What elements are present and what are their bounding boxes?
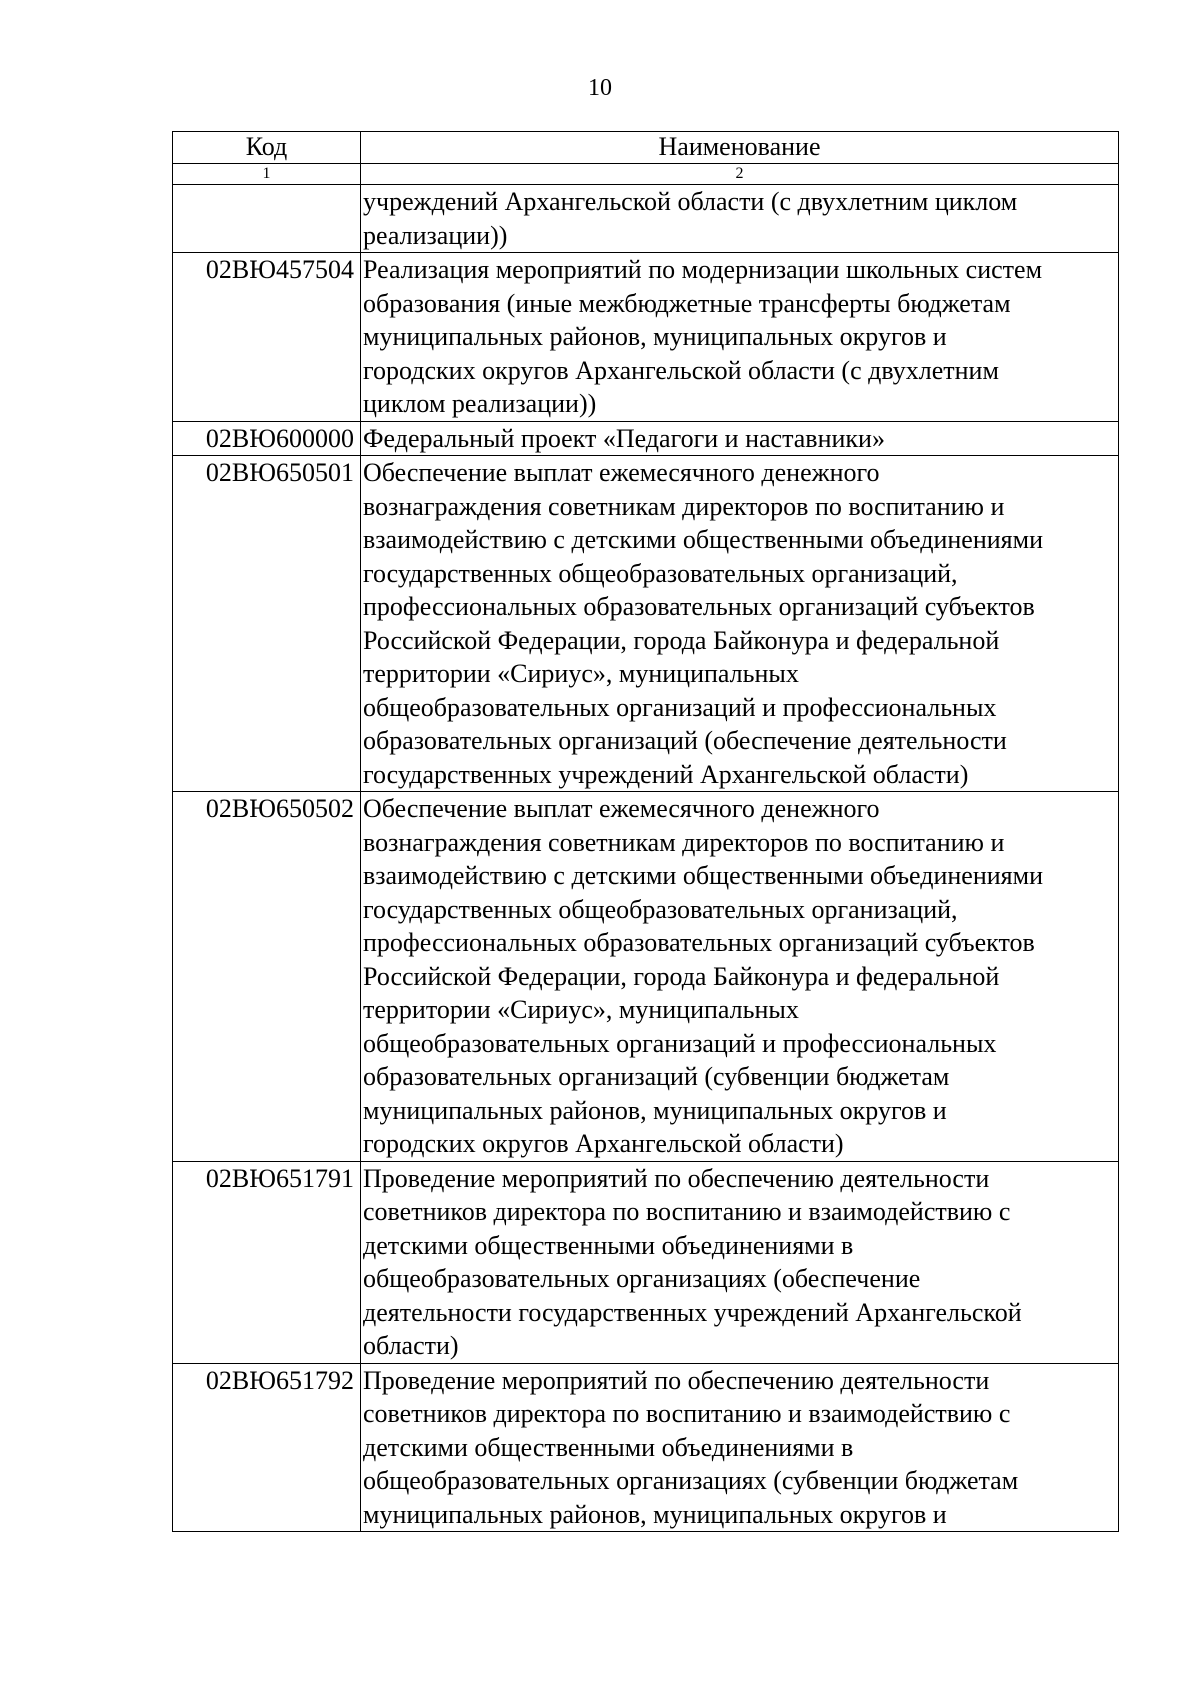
table-row <box>173 1161 1119 1363</box>
column-number-row <box>173 164 1119 185</box>
row-code: 02ВЮ650502 <box>173 792 361 1162</box>
row-name-line: вознаграждения советникам директоров по воспитанию и <box>363 491 1005 521</box>
page-number: 10 <box>588 75 612 101</box>
row-name-line: общеобразовательных организаций и профессиональных <box>363 1028 997 1058</box>
row-name-line: территории «Сириус», муниципальных <box>363 995 799 1024</box>
row-name-line: Проведение мероприятий по обеспечению деятельности <box>363 1163 990 1193</box>
row-code: 02ВЮ600000 <box>173 421 361 456</box>
row-name-line: территории «Сириус», муниципальных <box>363 659 799 688</box>
row-name <box>361 1363 1119 1532</box>
row-name-line: муниципальных районов, муниципальных округов и <box>363 1095 947 1125</box>
row-code <box>173 185 361 253</box>
row-code: 02ВЮ651791 <box>173 1161 361 1363</box>
row-name-line: профессиональных образовательных организаций субъектов <box>363 928 1035 957</box>
row-name <box>361 185 1119 253</box>
row-name-line: учреждений Архангельской области (с двухлетним циклом <box>363 187 1018 216</box>
row-name-line: общеобразовательных организациях (обеспечение <box>363 1264 921 1293</box>
table-row <box>173 185 1119 253</box>
row-name-line: Обеспечение выплат ежемесячного денежного <box>363 794 880 823</box>
row-name-line: взаимодействию с детскими общественными объединениями <box>363 525 1043 554</box>
column-number-code: 1 <box>173 164 361 185</box>
table-row <box>173 792 1119 1162</box>
row-name-line: Российской Федерации, города Байконура и федеральной <box>363 961 1000 991</box>
table-row <box>173 1363 1119 1532</box>
table-header-row <box>173 132 1119 164</box>
row-name-line: городских округов Архангельской области (с двухлетним <box>363 355 999 385</box>
row-name-line: циклом реализации)) <box>363 389 597 418</box>
row-name <box>361 792 1119 1162</box>
table-row <box>173 421 1119 456</box>
table-row <box>173 456 1119 792</box>
row-name <box>361 1161 1119 1363</box>
table-body <box>173 185 1119 1532</box>
budget-classification-table <box>172 131 1119 1532</box>
row-name-line: государственных общеобразовательных организаций, <box>363 558 958 588</box>
row-name-line: вознаграждения советникам директоров по воспитанию и <box>363 827 1005 857</box>
row-name-line: городских округов Архангельской области) <box>363 1129 844 1158</box>
row-name-line: образовательных организаций (субвенции бюджетам <box>363 1062 950 1091</box>
row-name-line: области) <box>363 1331 459 1360</box>
row-name-line: советников директора по воспитанию и взаимодействию с <box>363 1197 1011 1226</box>
row-name-line: Федеральный проект «Педагоги и наставники» <box>363 423 885 453</box>
row-name-line: Российской Федерации, города Байконура и федеральной <box>363 625 1000 655</box>
row-name-line: детскими общественными объединениями в <box>363 1432 854 1462</box>
row-code: 02ВЮ651792 <box>173 1363 361 1532</box>
row-name-line: общеобразовательных организаций и профессиональных <box>363 692 997 722</box>
row-name-line: общеобразовательных организациях (субвенции бюджетам <box>363 1466 1019 1495</box>
column-number-name: 2 <box>361 164 1119 185</box>
row-name-line: государственных общеобразовательных организаций, <box>363 894 958 924</box>
row-name-line: муниципальных районов, муниципальных округов и <box>363 322 947 351</box>
header-code: Код <box>173 132 361 164</box>
row-name <box>361 253 1119 422</box>
row-name-line: Реализация мероприятий по модернизации школьных систем <box>363 255 1043 284</box>
row-name-line: Обеспечение выплат ежемесячного денежного <box>363 458 880 487</box>
row-name-line: Проведение мероприятий по обеспечению деятельности <box>363 1365 990 1395</box>
row-name-line: взаимодействию с детскими общественными объединениями <box>363 861 1043 890</box>
row-name-line: советников директора по воспитанию и взаимодействию с <box>363 1399 1011 1428</box>
row-name <box>361 421 1119 456</box>
row-code: 02ВЮ457504 <box>173 253 361 422</box>
table-row <box>173 253 1119 422</box>
row-name-line: образования (иные межбюджетные трансферты бюджетам <box>363 288 1011 318</box>
header-name: Наименование <box>361 132 1119 164</box>
row-name-line: деятельности государственных учреждений Архангельской <box>363 1297 1022 1327</box>
row-name <box>361 456 1119 792</box>
row-name-line: реализации)) <box>363 220 508 250</box>
row-name-line: образовательных организаций (обеспечение деятельности <box>363 726 1007 755</box>
row-name-line: профессиональных образовательных организаций субъектов <box>363 592 1035 621</box>
row-code: 02ВЮ650501 <box>173 456 361 792</box>
row-name-line: государственных учреждений Архангельской области) <box>363 759 969 789</box>
row-name-line: детскими общественными объединениями в <box>363 1230 854 1260</box>
row-name-line: муниципальных районов, муниципальных округов и <box>363 1499 947 1529</box>
